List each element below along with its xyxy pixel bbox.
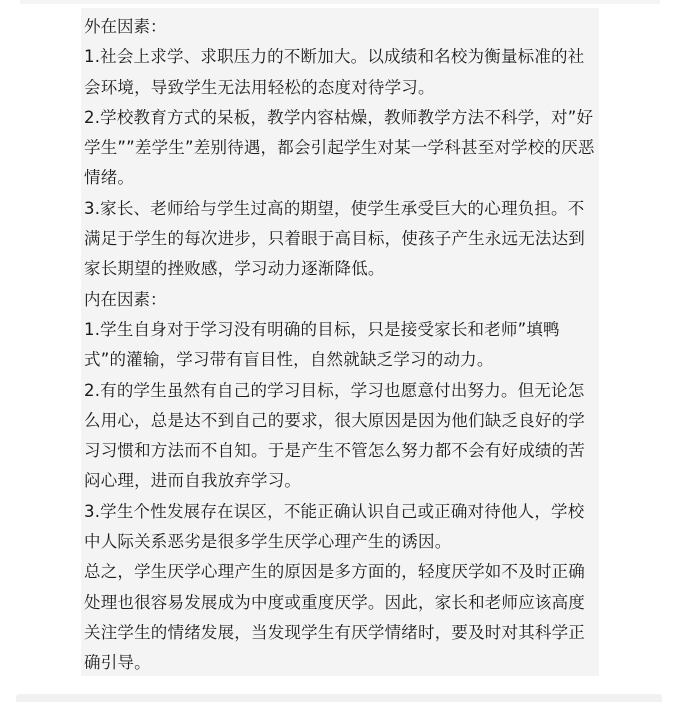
external-factor-1: 1.社会上求学、求职压力的不断加大。以成绩和名校为衡量标准的社会环境，导致学生无法用轻松的态度对待学习。 (84, 47, 585, 97)
section-heading-external: 外在因素： (84, 17, 167, 36)
section-heading-internal: 内在因素： (84, 289, 167, 309)
conclusion-paragraph: 总之，学生厌学心理产生的原因是多方面的，轻度厌学如不及时正确处理也很容易发展成为中度或重度厌学。因此，家长和老师应该高度关注学生的情绪发展，当发现学生有厌学情绪时，要及时对其科学正确引导。 (84, 562, 585, 673)
external-factor-3: 3.家长、老师给与学生过高的期望，使学生承受巨大的心理负担。不满足于学生的每次进步，只着眼于高目标，使孩子产生永远无法达到家长期望的挫败感，学习动力逐渐降低。 (84, 198, 585, 279)
bottom-card-edge (16, 694, 662, 702)
internal-factor-2: 2.有的学生虽然有自己的学习目标，学习也愿意付出努力。但无论怎么用心，总是达不到自己的要求，很大原因是因为他们缺乏良好的学习习惯和方法而不自知。于是产生不管怎么努力都不会有好成绩的苦闷心理，进而自我放弃学习。 (84, 380, 585, 491)
article-text-block (81, 8, 599, 676)
top-divider (20, 0, 660, 4)
internal-factor-1: 1.学生自身对于学习没有明确的目标，只是接受家长和老师”填鸭式”的灌输，学习带有盲目性，自然就缺乏学习的动力。 (84, 319, 560, 370)
external-factor-2: 2.学校教育方式的呆板，教学内容枯燥，教师教学方法不科学，对”好学生””差学生”差别待遇，都会引起学生对某一学科甚至对学校的厌恶情绪。 (84, 107, 595, 188)
internal-factor-3: 3.学生个性发展存在误区，不能正确认识自己或正确对待他人，学校中人际关系恶劣是很多学生厌学心理产生的诱因。 (84, 501, 585, 552)
